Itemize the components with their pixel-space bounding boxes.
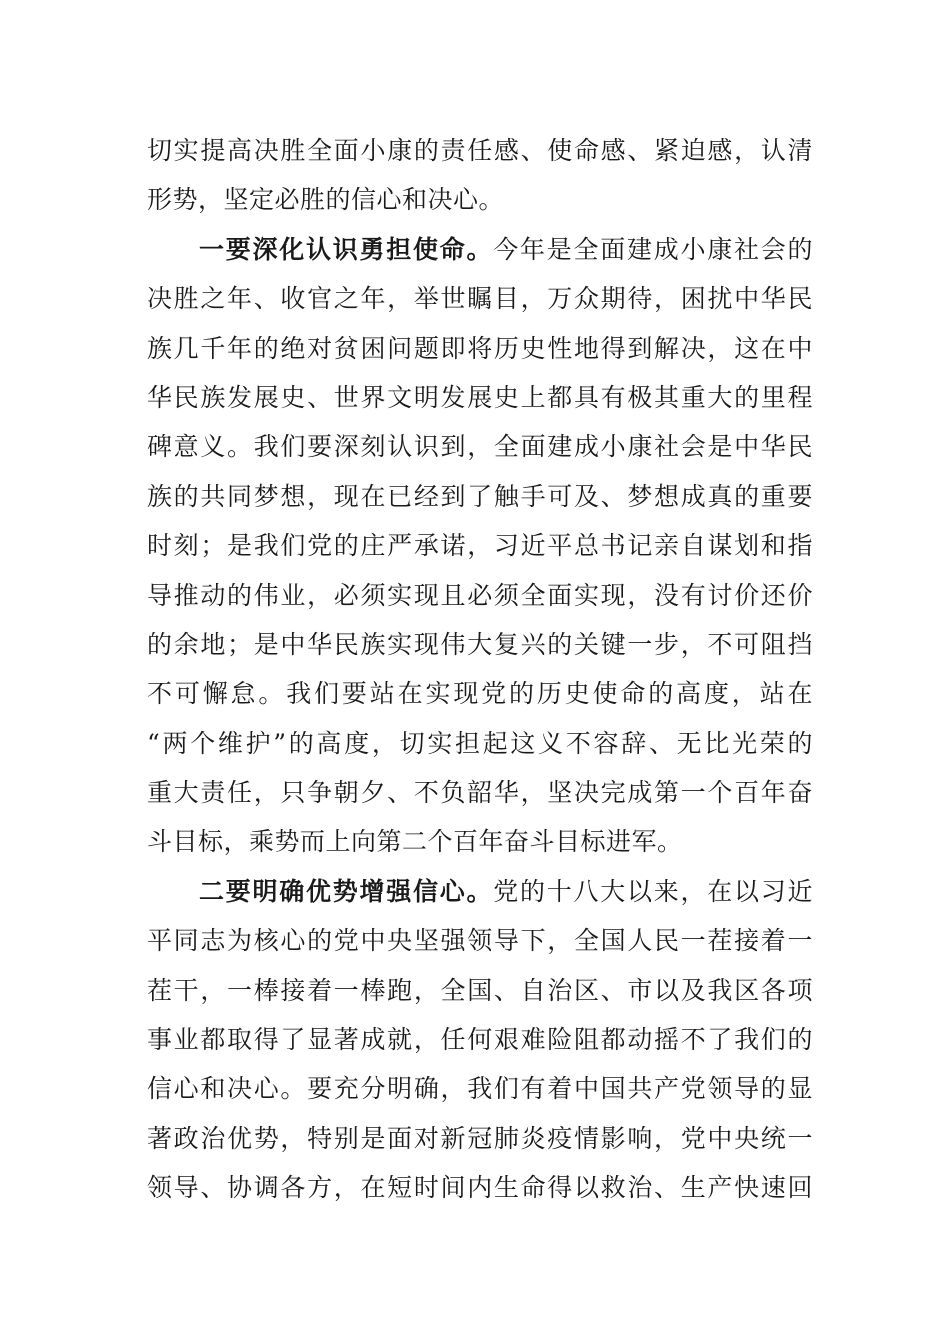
text-line-22: 领导、协调各方，在短时间内生命得以救治、生产快速回	[147, 1173, 813, 1203]
text-line-10: 导推动的伟业，必须实现且必须全面实现，没有讨价还价	[147, 580, 813, 610]
text-line-7: 碑意义。我们要深刻认识到，全面建成小康社会是中华民	[147, 432, 813, 462]
text-line-17: 平同志为核心的党中央坚强领导下，全国人民一茬接着一	[147, 926, 813, 956]
text-line-11: 的余地；是中华民族实现伟大复兴的关键一步，不可阻挡	[147, 629, 813, 659]
text-line-1: 切实提高决胜全面小康的责任感、使命感、紧迫感，认清	[147, 136, 813, 165]
text-line-21: 著政治优势，特别是面对新冠肺炎疫情影响，党中央统一	[147, 1123, 813, 1153]
text-line-15: 斗目标，乘势而上向第二个百年奋斗目标进军。	[147, 827, 683, 857]
text-line-6: 华民族发展史、世界文明发展史上都具有极其重大的里程	[147, 382, 813, 412]
text-line-2: 形势，坚定必胜的信心和决心。	[147, 185, 505, 215]
paragraph-heading-line-2	[147, 867, 813, 916]
section-heading-1: 一要深化认识勇担使命。	[199, 234, 494, 264]
text-line-3: 今年是全面建成小康社会的	[493, 234, 813, 264]
paragraph-heading-line-1	[147, 225, 813, 274]
text-line-9: 时刻；是我们党的庄严承诺，习近平总书记亲自谋划和指	[147, 531, 813, 561]
text-line-14: 重大责任，只争朝夕、不负韶华，坚决完成第一个百年奋	[147, 778, 813, 808]
text-line-20: 信心和决心。要充分明确，我们有着中国共产党领导的显	[147, 1074, 813, 1104]
text-line-8: 族的共同梦想，现在已经到了触手可及、梦想成真的重要	[147, 481, 813, 511]
text-line-13: “两个维护”的高度，切实担起这义不容辞、无比光荣的	[147, 728, 813, 758]
text-line-19: 事业都取得了显著成就，任何艰难险阻都动摇不了我们的	[147, 1025, 813, 1055]
document-body	[147, 126, 813, 1213]
text-line-18: 茬干，一棒接着一棒跑，全国、自治区、市以及我区各项	[147, 975, 813, 1005]
text-line-5: 族几千年的绝对贫困问题即将历史性地得到解决，这在中	[147, 333, 813, 363]
text-line-12: 不可懈怠。我们要站在实现党的历史使命的高度，站在	[147, 679, 813, 709]
text-line-4: 决胜之年、收官之年，举世瞩目，万众期待，困扰中华民	[147, 284, 813, 314]
section-heading-2: 二要明确优势增强信心。	[199, 876, 494, 906]
text-line-16: 党的十八大以来，在以习近	[493, 876, 813, 906]
